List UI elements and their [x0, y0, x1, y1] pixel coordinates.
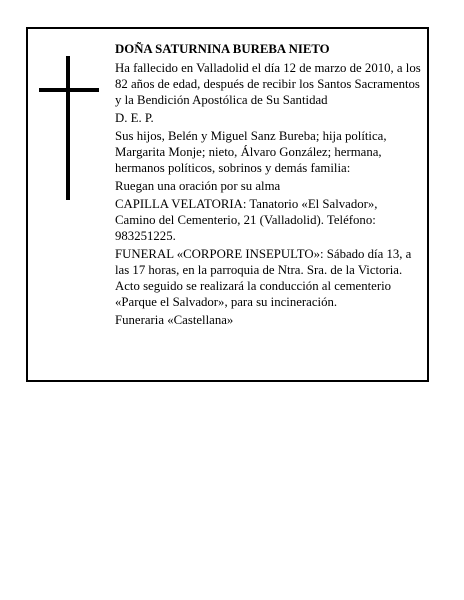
cross-vertical-bar — [66, 56, 70, 200]
prayer-request: Ruegan una oración por su alma — [115, 179, 281, 193]
rest-in-peace: D. E. P. — [115, 111, 154, 125]
cross-horizontal-bar — [39, 88, 99, 92]
deceased-name: DOÑA SATURNINA BUREBA NIETO — [115, 42, 330, 56]
cross-icon — [39, 56, 99, 200]
death-announcement: Ha fallecido en Valladolid el día 12 de marzo de 2010, a los 82 años de edad, después de recibir los Santos Sacramentos y la Bendición Apostólica de Su Santidad — [115, 61, 421, 107]
funeral-home: Funeraria «Castellana» — [115, 313, 234, 327]
notice-text — [115, 41, 421, 330]
obituary-notice — [26, 27, 429, 382]
wake-chapel-info: CAPILLA VELATORIA: Tanatorio «El Salvador», Camino del Cementerio, 21 (Valladolid). Teléfono: 983251225. — [115, 197, 378, 243]
family-list: Sus hijos, Belén y Miguel Sanz Bureba; hija política, Margarita Monje; nieto, Álvaro González; hermana, hermanos políticos, sobrinos y demás familia: — [115, 129, 387, 175]
funeral-info: FUNERAL «CORPORE INSEPULTO»: Sábado día 13, a las 17 horas, en la parroquia de Ntra. Sra. de la Victoria. Acto seguido se realizará la conducción al cementerio «Parque el Salvador», para su incineración. — [115, 247, 412, 309]
